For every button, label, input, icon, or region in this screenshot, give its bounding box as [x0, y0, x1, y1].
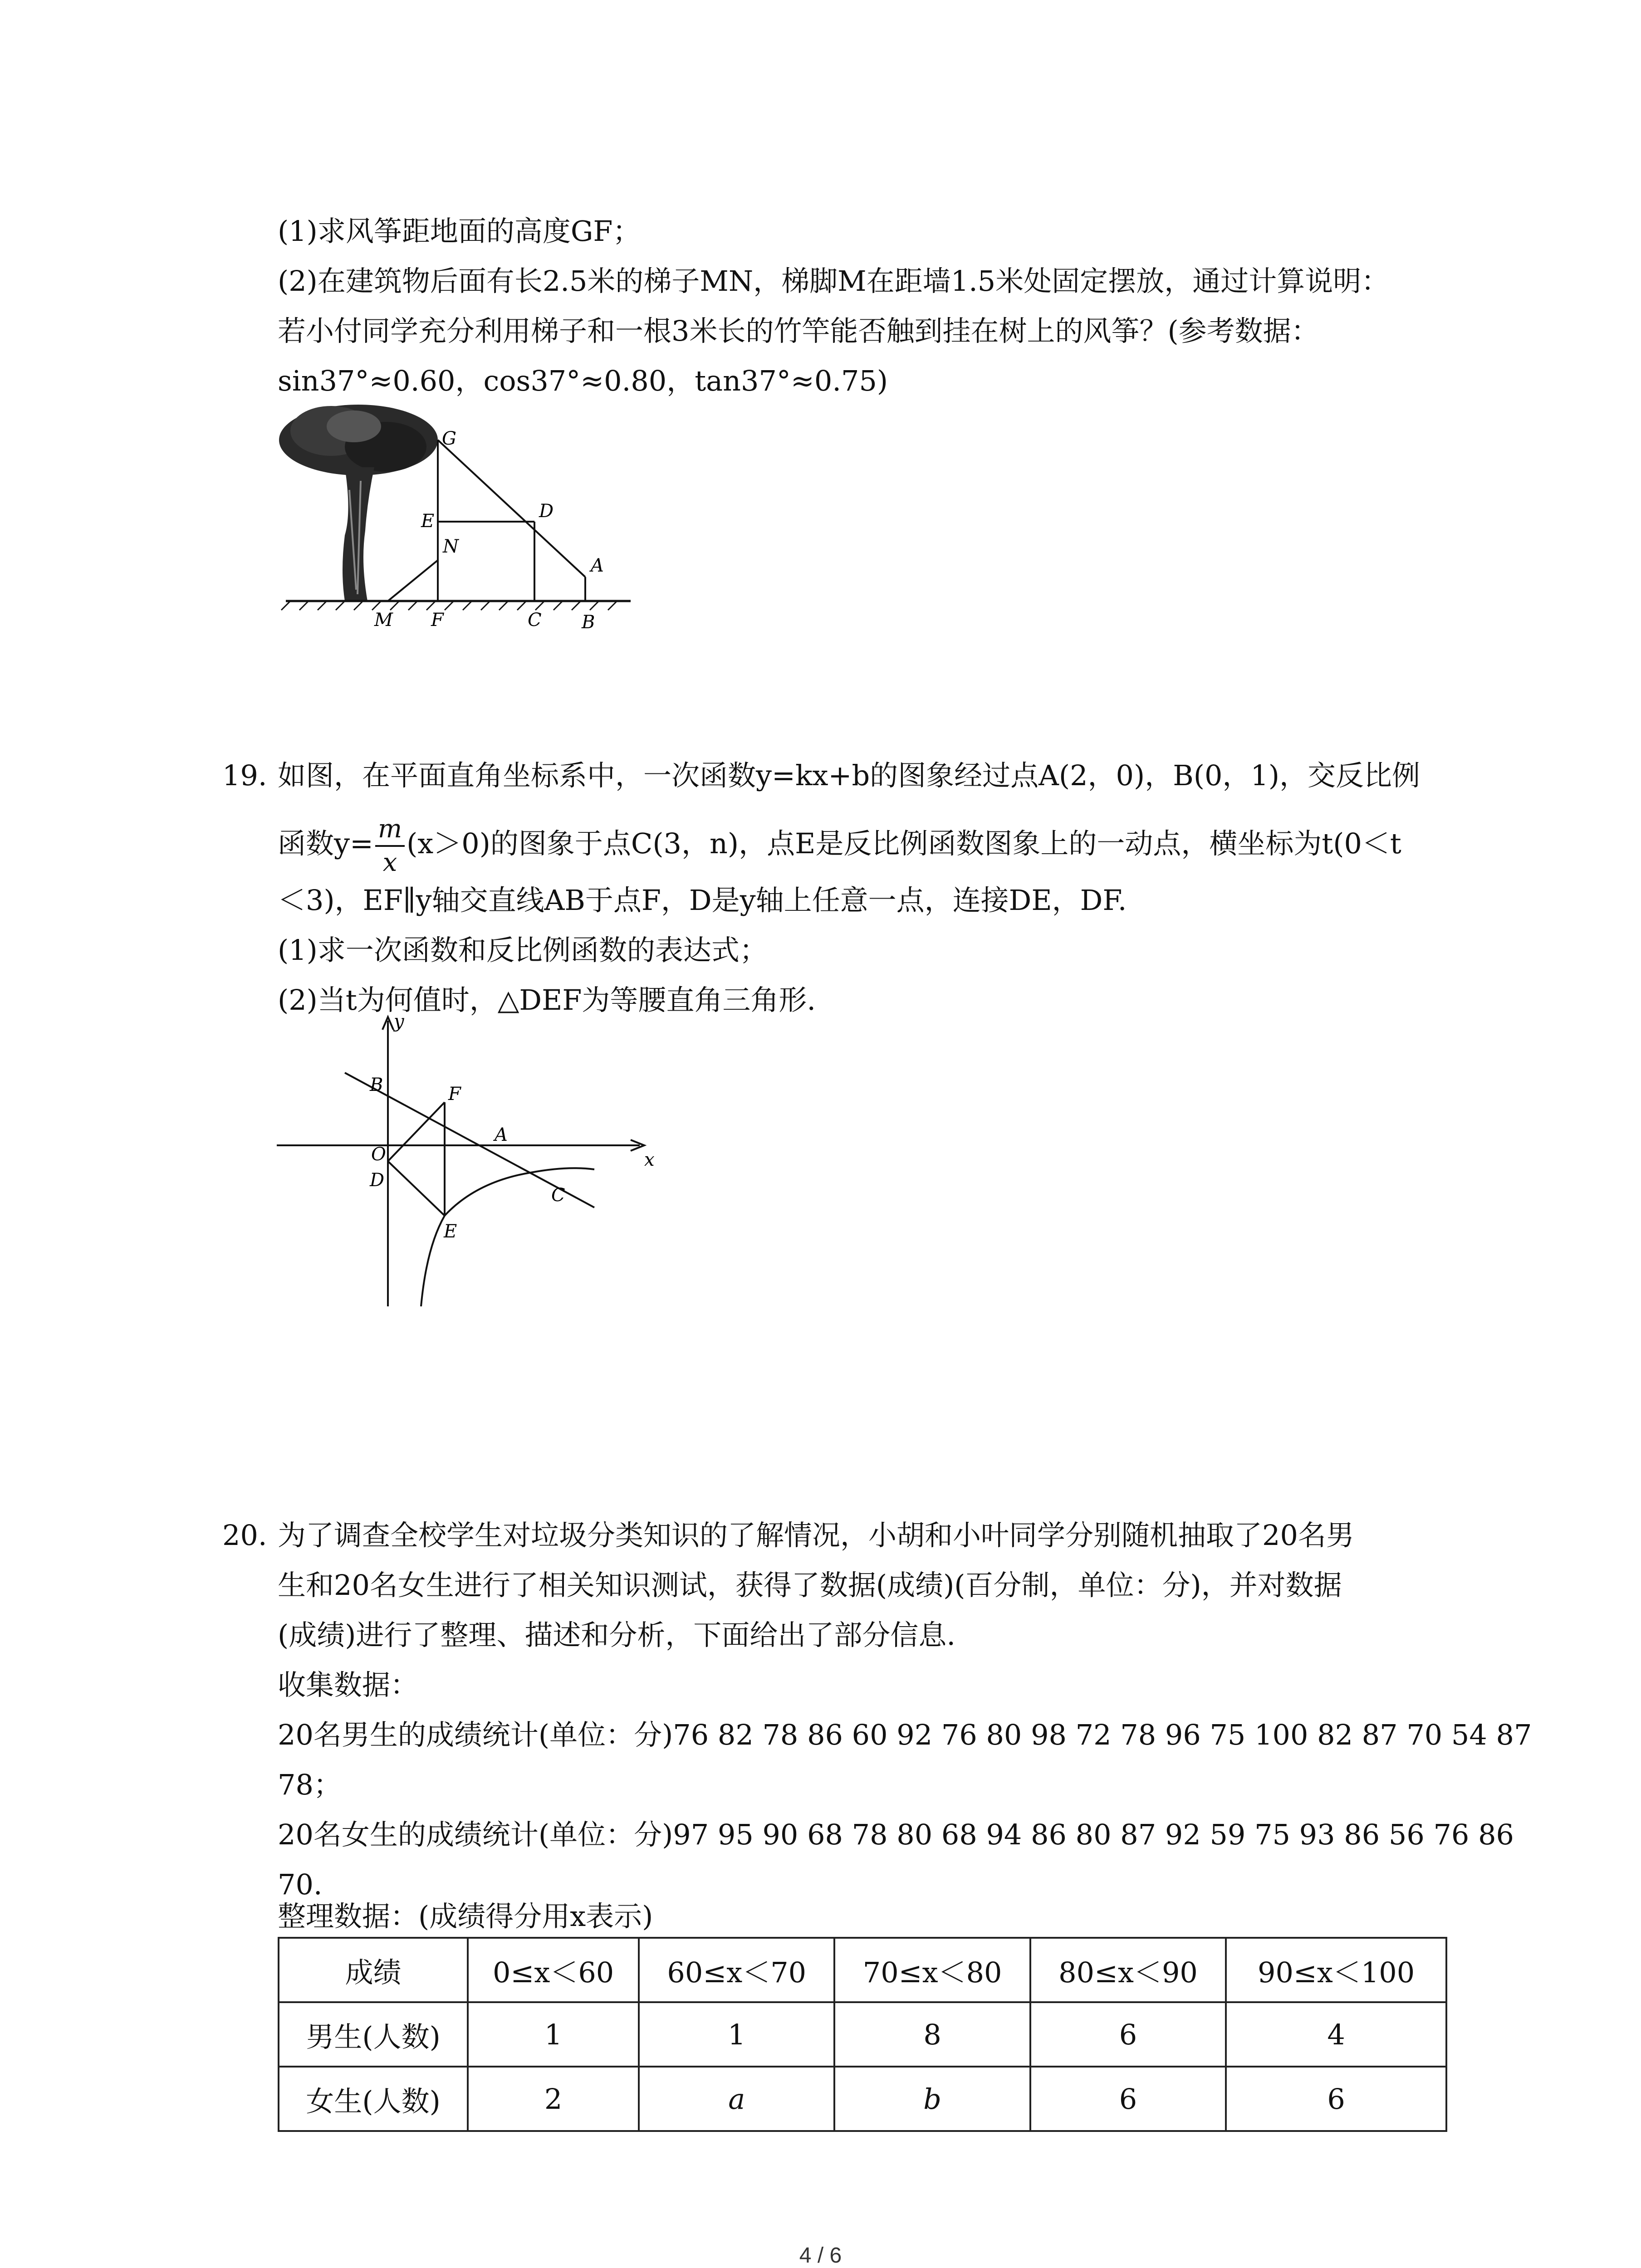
- table-cell: 1: [468, 2002, 639, 2067]
- q18-part1: (1)求风筝距地面的高度GF；: [278, 215, 641, 248]
- q18-part2-line3: sin37°≈0.60，cos37°≈0.80，tan37°≈0.75): [278, 364, 888, 397]
- table-cell: 6: [1226, 2067, 1446, 2131]
- q19-line2: [278, 812, 1401, 879]
- q19-line3: ＜3)，EF∥y轴交直线AB于点F，D是y轴上任意一点，连接DE，DF.: [278, 884, 1127, 917]
- table-row-girls: [279, 2067, 1446, 2131]
- table-cell: 男生(人数): [279, 2002, 468, 2067]
- table-row-boys: [279, 2002, 1446, 2067]
- q18-part2-line2: 若小付同学充分利用梯子和一根3米长的竹竿能否触到挂在树上的风筝？(参考数据：: [278, 314, 1319, 347]
- table-cell: 60≤x＜70: [639, 1938, 834, 2002]
- girls-scores-line1: 20名女生的成绩统计(单位：分)97 95 90 68 78 80 68 94 86 80 87 92 59 75 93 86 56 76 86: [278, 1818, 1514, 1851]
- table-cell: b: [834, 2067, 1030, 2131]
- label-F: F: [448, 1084, 461, 1105]
- table-header-row: [279, 1938, 1446, 2002]
- table-cell: 6: [1030, 2002, 1226, 2067]
- table-cell: a: [639, 2067, 834, 2131]
- m-over-x-fraction: [375, 813, 405, 879]
- q19-part2: (2)当t为何值时，△DEF为等腰直角三角形.: [278, 983, 816, 1017]
- table-cell: 0≤x＜60: [468, 1938, 639, 2002]
- label-E: E: [421, 511, 435, 532]
- label-G: G: [442, 428, 456, 449]
- table-cell: 女生(人数): [279, 2067, 468, 2131]
- organize-heading: 整理数据：(成绩得分用x表示): [278, 1900, 653, 1933]
- table-cell: 70≤x＜80: [834, 1938, 1030, 2002]
- q19-line1: 如图，在平面直角坐标系中，一次函数y=kx+b的图象经过点A(2，0)，B(0，1)，交反比例: [278, 759, 1421, 792]
- label-y-axis: y: [394, 1012, 404, 1032]
- label-O: O: [371, 1144, 386, 1165]
- q19-figure: [277, 1012, 658, 1311]
- label-E: E: [444, 1221, 457, 1242]
- label-N: N: [443, 536, 459, 557]
- q20-number: 20.: [222, 1519, 267, 1552]
- label-D: D: [370, 1170, 385, 1191]
- table-cell: 80≤x＜90: [1030, 1938, 1226, 2002]
- girls-scores-line2: 70.: [278, 1868, 323, 1901]
- q20-line2: 生和20名女生进行了相关知识测试，获得了数据(成绩)(百分制，单位：分)，并对数据: [278, 1569, 1342, 1602]
- label-A: A: [495, 1124, 508, 1145]
- fraction-numerator: m: [375, 813, 405, 847]
- label-B: B: [370, 1075, 383, 1095]
- table-cell: 1: [639, 2002, 834, 2067]
- label-x-axis: x: [644, 1149, 655, 1170]
- fraction-denominator: x: [382, 847, 397, 877]
- q18-figure: [277, 399, 649, 635]
- label-C: C: [528, 610, 542, 631]
- q19-line2-pre: 函数y=: [278, 827, 373, 860]
- boys-scores-line2: 78；: [278, 1768, 342, 1801]
- table-cell: 4: [1226, 2002, 1446, 2067]
- table-cell: 6: [1030, 2067, 1226, 2131]
- q20-line1: 为了调查全校学生对垃圾分类知识的了解情况，小胡和小叶同学分别随机抽取了20名男: [278, 1519, 1354, 1552]
- q20-line3: (成绩)进行了整理、描述和分析，下面给出了部分信息.: [278, 1618, 956, 1652]
- label-C: C: [551, 1185, 565, 1206]
- q19-number: 19.: [222, 759, 267, 792]
- table-cell: 成绩: [279, 1938, 468, 2002]
- label-F: F: [431, 610, 444, 631]
- table-cell: 2: [468, 2067, 639, 2131]
- tree-illustration: [279, 405, 438, 601]
- boys-scores-line1: 20名男生的成绩统计(单位：分)76 82 78 86 60 92 76 80 98 72 78 96 75 100 82 87 70 54 87: [278, 1718, 1532, 1751]
- label-M: M: [374, 610, 393, 631]
- table-cell: 8: [834, 2002, 1030, 2067]
- label-D: D: [539, 501, 554, 522]
- q18-part2-line1: (2)在建筑物后面有长2.5米的梯子MN，梯脚M在距墙1.5米处固定摆放，通过计算说明：: [278, 264, 1390, 298]
- q19-line2-post: (x＞0)的图象于点C(3，n)，点E是反比例函数图象上的一动点，横坐标为t(0＜t: [407, 827, 1401, 860]
- page-number: 4 / 6: [799, 2244, 842, 2268]
- label-A: A: [591, 555, 604, 576]
- collect-heading: 收集数据：: [278, 1668, 419, 1701]
- label-B: B: [582, 612, 595, 633]
- table-cell: 90≤x＜100: [1226, 1938, 1446, 2002]
- score-distribution-table: [278, 1937, 1447, 2132]
- q19-part1: (1)求一次函数和反比例函数的表达式；: [278, 934, 768, 967]
